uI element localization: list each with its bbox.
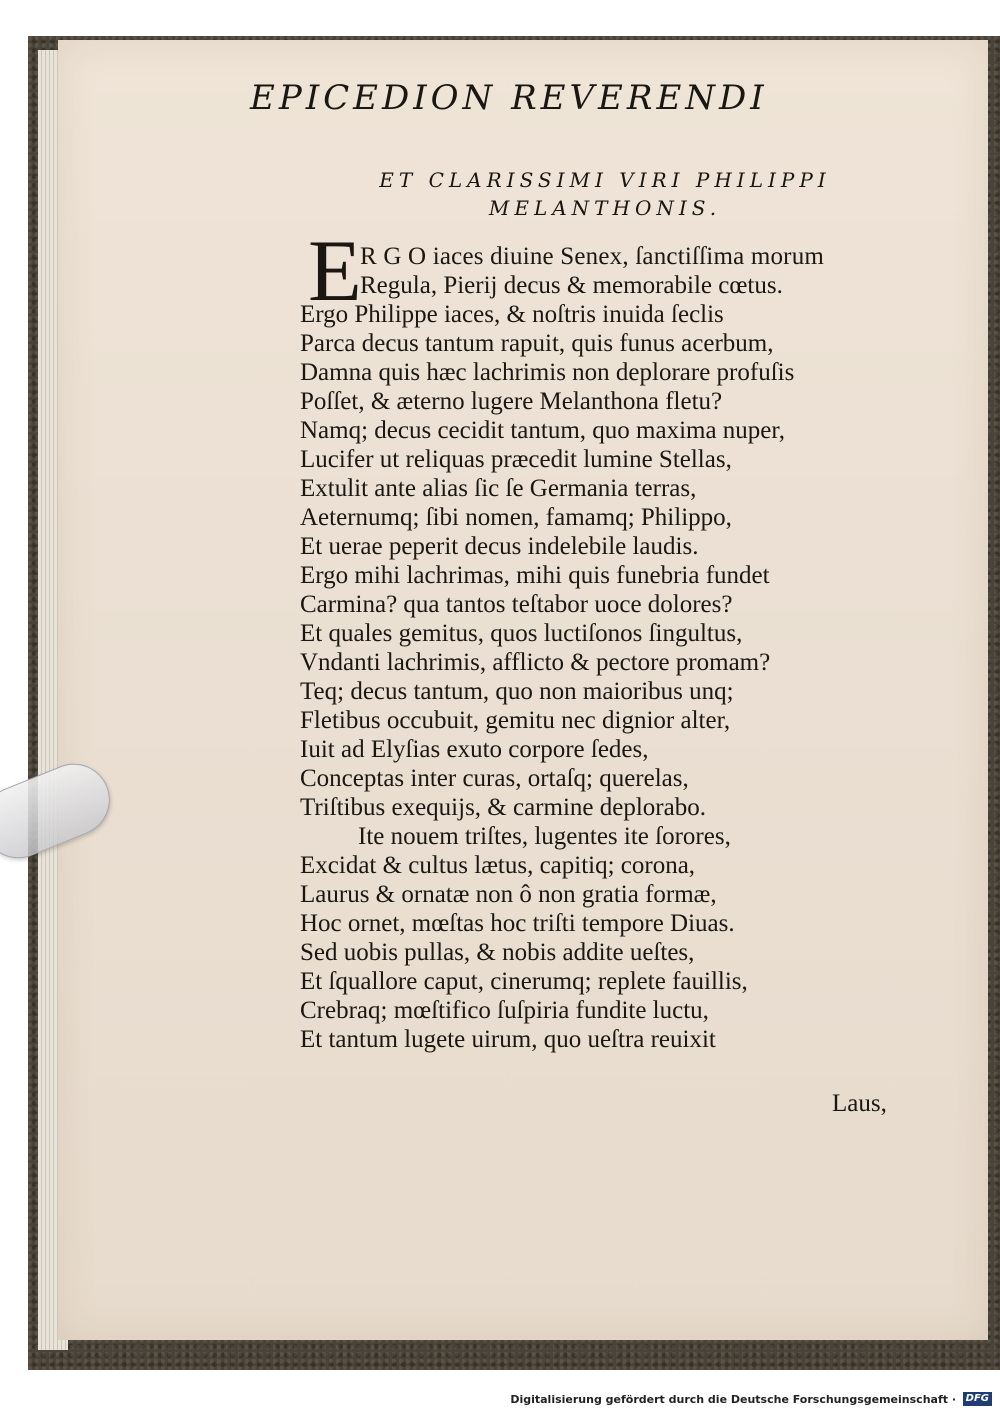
verse-line: Ergo mihi lachrimas, mihi quis funebria fundet xyxy=(300,562,770,589)
verse-line: Ite nouem triſtes, lugentes ite ſorores, xyxy=(358,823,731,850)
drop-cap: E xyxy=(308,223,362,320)
verse-line: Laurus & ornatæ non ô non gratia formæ, xyxy=(300,881,717,908)
verse-line: Fletibus occubuit, gemitu nec dignior alter, xyxy=(300,707,731,734)
verse-line: Aeternumq; ſibi nomen, famamq; Philippo, xyxy=(300,504,732,531)
verse-line: R G O iaces diuine Senex, ſanctiſſima morum xyxy=(360,243,825,270)
verse-line: Extulit ante alias ſic ſe Germania terras, xyxy=(300,475,697,502)
title-line-2: ET CLARISSIMI VIRI PHILIPPI xyxy=(379,168,831,192)
verse-line: Et uerae peperit decus indelebile laudis. xyxy=(300,533,699,560)
verse-line: Iuit ad Elyſias exuto corpore ſedes, xyxy=(300,736,649,763)
title-line-1: EPICEDION REVERENDI xyxy=(250,78,768,118)
verse-line: Regula, Pierij decus & memorabile cœtus. xyxy=(360,272,783,299)
verse-line: Poſſet, & æterno lugere Melanthona fletu? xyxy=(300,388,723,415)
title-line-3: MELANTHONIS. xyxy=(488,196,722,220)
verse-line: Lucifer ut reliquas præcedit lumine Stellas, xyxy=(300,446,732,473)
verse-line: Namq; decus cecidit tantum, quo maxima nuper, xyxy=(300,417,785,444)
footer-bar xyxy=(0,1390,1000,1411)
verse-line: Excidat & cultus lætus, capitiq; corona, xyxy=(300,852,696,879)
verse-block xyxy=(300,242,920,1054)
verse-line: Teq; decus tantum, quo non maioribus unq; xyxy=(300,678,734,705)
catchword: Laus, xyxy=(832,1090,887,1117)
verse-line: Triſtibus exequijs, & carmine deplorabo. xyxy=(300,794,706,821)
verse-line: Et ſquallore caput, cinerumq; replete fauillis, xyxy=(300,968,748,995)
verse-line: Et tantum lugete uirum, quo ueſtra reuixit xyxy=(300,1026,716,1053)
verse-line: Carmina? qua tantos teſtabor uoce dolores? xyxy=(300,591,733,618)
verse-line: Crebraq; mœſtifico ſuſpiria fundite luctu, xyxy=(300,997,709,1024)
verse-line: Hoc ornet, mœſtas hoc triſti tempore Diuas. xyxy=(300,910,735,937)
verse-line: Vndanti lachrimis, afflicto & pectore promam? xyxy=(300,649,771,676)
verse-line: Ergo Philippe iaces, & noſtris inuida ſeclis xyxy=(300,301,724,328)
verse-line: Parca decus tantum rapuit, quis funus acerbum, xyxy=(300,330,774,357)
verse-line: Damna quis hæc lachrimis non deplorare profuſis xyxy=(300,359,795,386)
verse-line: Conceptas inter curas, ortaſq; querelas, xyxy=(300,765,689,792)
dfg-logo-icon: DFG xyxy=(963,1392,992,1406)
footer-credit: Digitalisierung gefördert durch die Deutsche Forschungsgemeinschaft · xyxy=(510,1393,956,1406)
verse-line: Sed uobis pullas, & nobis addite ueſtes, xyxy=(300,939,695,966)
verse-line: Et quales gemitus, quos luctiſonos ſingultus, xyxy=(300,620,743,647)
